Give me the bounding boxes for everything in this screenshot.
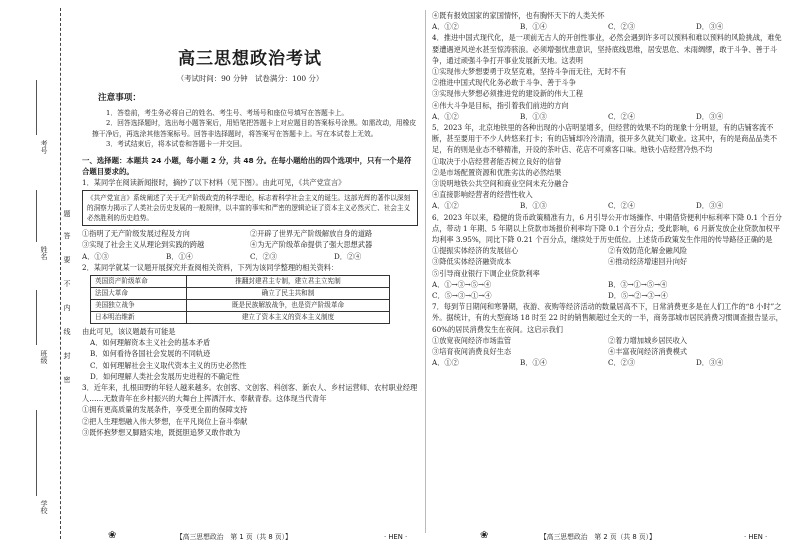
choice: B．①④ xyxy=(166,251,193,261)
history-table xyxy=(90,275,390,324)
option: ②着力增加城乡居民收入 xyxy=(608,335,688,345)
option: ①取决于小店经营者能否树立良好的信誉 xyxy=(432,156,562,166)
option: ③说明地铁公共空间和商业空间未充分融合 xyxy=(432,179,569,189)
option: ②把人生理想融入伟大梦想，在平凡岗位上奋斗奉献 xyxy=(82,416,248,426)
class-label: 班级 xyxy=(40,350,48,364)
choice: A．①② xyxy=(432,22,459,32)
choice: D．③④ xyxy=(696,22,724,32)
choice: A．①→③→⑤→④ xyxy=(432,279,492,289)
option: ③既怀抱梦想又脚踏实地，既挺胆追梦又敢作敢为 xyxy=(82,427,241,437)
option: A．如何理解资本主义社会的基本矛盾 xyxy=(90,338,211,348)
choice: A．①② xyxy=(432,111,459,121)
choice: C．②④ xyxy=(608,201,636,211)
choice: C．②③ xyxy=(608,358,636,368)
notice-heading: 注意事项： xyxy=(98,93,141,104)
choice: C．⑤→③→①→④ xyxy=(432,291,492,301)
publisher-logo-icon: ❀ xyxy=(108,530,117,541)
page-divider xyxy=(425,10,426,533)
name-label: 姓名 xyxy=(40,246,48,260)
school-label: 学校 xyxy=(40,500,48,514)
option: ②是市场配置资源和优胜劣汰的必然结果 xyxy=(432,167,562,177)
seal-char: 密 xyxy=(63,376,71,383)
choice: B．③→①→⑤→④ xyxy=(608,279,668,289)
choice: C．②④ xyxy=(608,111,636,121)
exam-title: 高三思想政治考试 xyxy=(178,49,322,69)
question-6 xyxy=(432,212,784,302)
choice: B．①③ xyxy=(520,111,547,121)
table-row: 英国资产阶级革命 推翻封建君主专制，建立君主立宪制 xyxy=(91,276,390,288)
table-row: 日本明治维新 建立了资本主义的资本主义制度 xyxy=(91,312,390,324)
seal-char: 内 xyxy=(63,304,71,311)
question-5 xyxy=(432,122,784,212)
seal-char: 不 xyxy=(63,280,71,287)
choice: A．①③ xyxy=(82,251,109,261)
question-stem: 7．每到节日期间和寒暑期，夜游、夜购等经济活动的数量居高不下，日常消费更多是在人们工作的“8 小时”之外。据统计，有的大型商场 18 时至 22 时的销售额超过全天的一半，商务部城市居民消费习惯调查报告显示，60%的居民消费发生在夜间。这启示我们 xyxy=(432,302,783,334)
choice: D．③④ xyxy=(696,201,724,211)
option: ④直接影响经营者的经营性收入 xyxy=(432,190,533,200)
seal-char: 答 xyxy=(63,232,71,239)
publisher-logo-icon: ❀ xyxy=(480,530,489,541)
option: ②推进中国式现代化务必敢于斗争、善于斗争 xyxy=(432,78,576,88)
option: B．如何看待各国社会发展的不同轨迹 xyxy=(90,349,211,359)
option: ④既有报效国家的家国情怀，也有胸怀天下的人类关怀 xyxy=(432,11,605,20)
question-stem: 5．2023 年，北京地铁里的各种出现的小店明显增多，但经营的效果不均的现象十分明显，有的店铺客流不断，甚至要用于不少人转悠来打卡；有的店铺却冷冷清清，很开多久就关门歇业。这其中，有的是商品品类不足，有的则是业态不够精准，开设的茶叶店、花店不可乘客口味。地铁小店经营冷热不均 xyxy=(432,123,778,155)
option: D．如何理解人类社会发展历史进程的不确定性 xyxy=(90,371,240,381)
choice: C．②③ xyxy=(250,251,278,261)
notice-list xyxy=(82,108,418,150)
option: ①放宽夜间经济市场监管 xyxy=(432,335,512,345)
question-2 xyxy=(82,262,418,382)
choice: D．③④ xyxy=(696,358,724,368)
option: ④伟大斗争是目标，指引着我们前进的方向 xyxy=(432,100,569,110)
option: ④推动经济增速回升向好 xyxy=(608,257,688,267)
exam-subtitle: （考试时间：90 分钟 试卷满分：100 分） xyxy=(176,74,324,84)
binding-strip xyxy=(0,0,72,547)
notice-item: 1．答卷前，考生务必将自己的姓名、考生号、考场号和座位号填写在答题卡上。 xyxy=(106,108,349,117)
choice: A．①② xyxy=(432,358,459,368)
exam-no-field[interactable] xyxy=(36,80,37,135)
page-two xyxy=(432,10,784,369)
choice: D．③④ xyxy=(696,111,724,121)
footer-code: · HEN · xyxy=(384,533,408,541)
choice: D．②④ xyxy=(334,251,362,261)
page-one xyxy=(82,10,418,438)
option: ①指明了无产阶级发展过程及方向 xyxy=(82,229,190,239)
question-3 xyxy=(82,382,418,438)
table-row: 美国独立战争 既是民族解放战争，也是资产阶级革命 xyxy=(91,300,390,312)
footer-code: · HEN · xyxy=(744,533,768,541)
option: ③实现伟大梦想必须推进党的建设新的伟大工程 xyxy=(432,89,583,99)
question-stem: 4．推进中国式现代化，是一项前无古人的开创性事业，必然会遇到许多可以预料和难以预料的风险挑战，难免要遭遇逆风逆水甚至惊涛骇浪。必须增强忧患意识，坚持底线思维，居安思危、未雨绸缪，敢于斗争、善于斗争，通过顽强斗争打开事业发展新天地。这表明 xyxy=(432,33,782,65)
notice-item: 2．回答选择题时，选出每小题答案后，用铅笔把答题卡上对应题目的答案标号涂黑。如需改动，用橡皮擦干净后，再选涂其他答案标号。回答非选择题时，将答案写在答题卡上。写在本试卷上无效。 xyxy=(92,119,417,138)
question-7 xyxy=(432,301,784,368)
option: ③实现了社会主义从理论到实践的跨越 xyxy=(82,240,205,250)
section-heading: 一、选择题：本题共 24 小题，每小题 2 分，共 48 分。在每小题给出的四个选项中，只有一个是符合题目要求的。 xyxy=(82,155,412,176)
option: ③培育夜间消费良好生态 xyxy=(432,347,512,357)
choice: B．①④ xyxy=(520,358,547,368)
choice: B．①④ xyxy=(520,22,547,32)
question-4 xyxy=(432,32,784,122)
exam-no-label: 考号 xyxy=(40,140,48,154)
choice: A．①② xyxy=(432,201,459,211)
school-field[interactable] xyxy=(36,410,37,496)
seal-char: 要 xyxy=(63,256,71,263)
question-lead: 由此可见，该议题最有可能是 xyxy=(82,327,176,336)
class-field[interactable] xyxy=(36,290,37,345)
choice: B．①③ xyxy=(520,201,547,211)
option: ①提振实体经济的发展信心 xyxy=(432,246,519,256)
question-stem: 2．某同学就某一议题开展探究并查阅相关资料，下列为该同学整理的相关资料： xyxy=(82,262,339,272)
notice-item: 3．考试结束后，将本试卷和答题卡一并交回。 xyxy=(106,140,247,149)
table-row: 法国大革命 确立了民主共和制 xyxy=(91,288,390,300)
option: ①实现伟大梦想要勇于攻坚克难，坚持斗争而无往，无时不有 xyxy=(432,67,627,77)
option: ②有效防范化解金融风险 xyxy=(608,246,688,256)
seal-char: 题 xyxy=(63,210,71,217)
choice: D．⑤→②→③→④ xyxy=(608,291,668,301)
seal-char: 封 xyxy=(63,352,71,359)
quote-box: 《共产党宣言》系统阐述了关于无产阶级政党的科学理论，标志着科学社会主义的诞生。这部光辉的著作以深刻的洞察力揭示了人类社会历史发展的一般规律，以丰富的事实和严密的逻辑论证了资本主义必然灭亡、社会主义必然胜利的历史趋势。 xyxy=(82,190,418,226)
option: ①拥有更高质量的发展条件，享受更全面的保障支持 xyxy=(82,405,248,415)
choice: C．②③ xyxy=(608,22,636,32)
question-stem: 1．某同学在阅读新闻报时，摘抄了以下材料（见下图）。由此可见，《共产党宣言》 xyxy=(82,177,346,187)
option: ④丰富夜间经济消费模式 xyxy=(608,347,688,357)
footer-page-one: 【高三思想政治 第 1 页（共 8 页）】 xyxy=(176,533,292,541)
option: ④为无产阶级革命提供了强大思想武器 xyxy=(250,240,373,250)
question-stem: 3．近年来，扎根田野的年轻人越来越多。农创客、文创客、科创客、新农人、乡村运营师、农村职业经理人……无数青年在乡村振兴的大舞台上挥洒汗水、奉献青春。这体现当代青年 xyxy=(82,383,418,404)
option: ⑤引导商业银行下调企业贷款利率 xyxy=(432,268,540,278)
seal-line xyxy=(60,8,61,539)
question-1 xyxy=(82,177,418,262)
footer-page-two: 【高三思想政治 第 2 页（共 8 页）】 xyxy=(540,533,656,541)
question-stem: 6．2023 年以来，稳健的货币政策精准有力，6 月引导公开市场操作、中期借贷便利中标利率下降 0.1 个百分点，带动 1 年期、5 年期以上贷款市场报价利率均下降 0.1 个百分点；受此影响，6 月新发放企业贷款加权平均利率 3.95%，同比下降 0.21 个百分点，继续处于历史低位。上述货币政策发生作用的传导路径正确的是 xyxy=(432,212,782,245)
name-field[interactable] xyxy=(36,190,37,242)
option: ②开辟了世界无产阶级解放自身的道路 xyxy=(250,229,373,239)
option: ③降低实体经济融资成本 xyxy=(432,257,512,267)
seal-char: 线 xyxy=(63,328,71,335)
option: C．如何理解社会主义取代资本主义的历史必然性 xyxy=(90,360,247,370)
